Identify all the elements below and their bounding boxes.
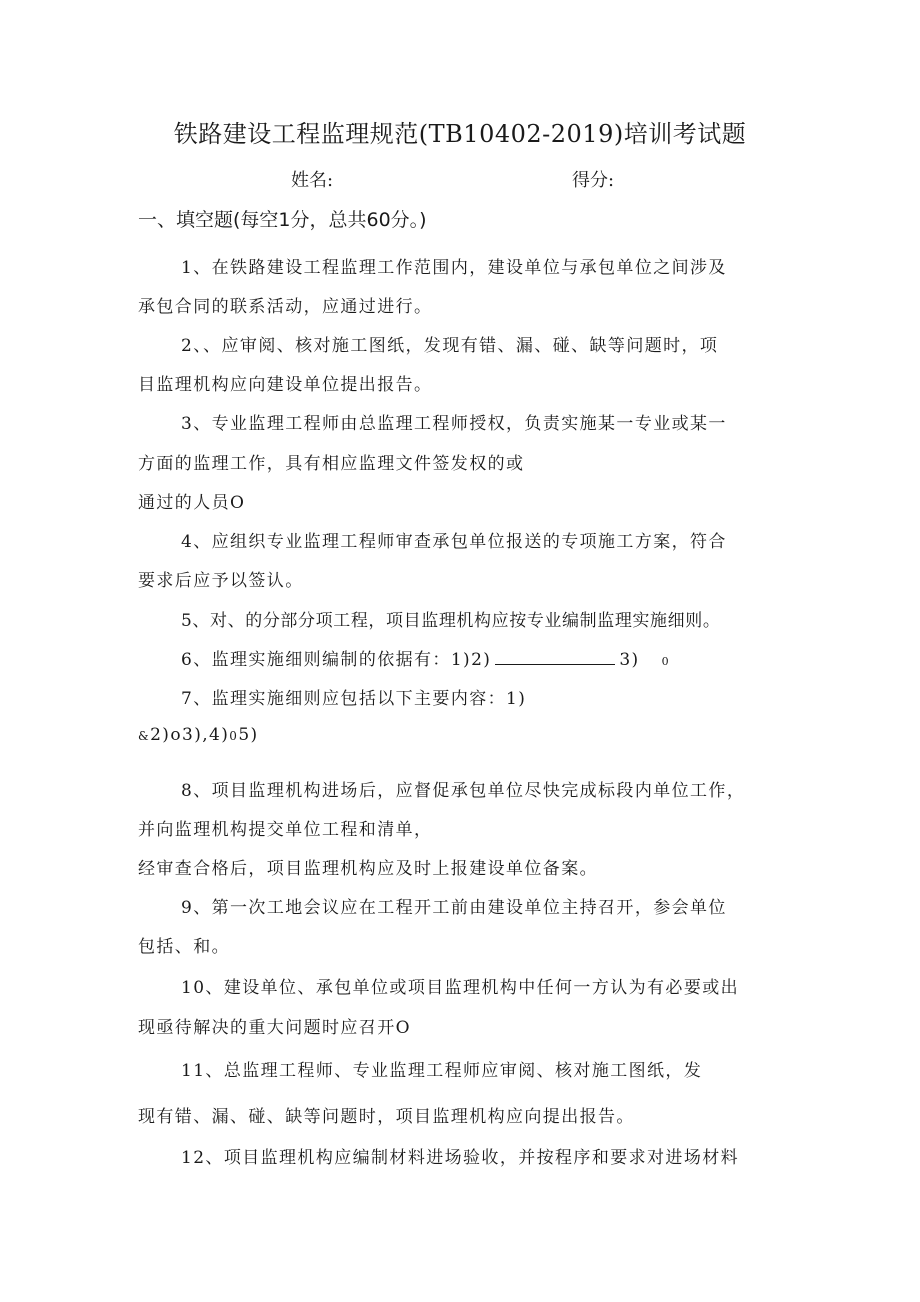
question-5: 5、对、的分部分项工程，项目监理机构应按专业编制监理实施细则。 xyxy=(181,611,721,631)
question-10-line-1: 10、建设单位、承包单位或项目监理机构中任何一方认为有必要或出 xyxy=(181,978,740,998)
name-label: 姓名: xyxy=(291,170,334,191)
question-6-tail: 0 xyxy=(661,655,670,668)
question-7-line-2 xyxy=(138,725,259,745)
question-6-text: 6、监理实施细则编制的依据有：1)2) xyxy=(181,650,492,670)
question-7-line-1: 7、监理实施细则应包括以下主要内容：1) xyxy=(181,689,527,709)
answer-blank xyxy=(495,650,615,665)
question-3-line-2: 方面的监理工作，具有相应监理文件签发权的或 xyxy=(138,454,525,474)
question-2-line-1: 2、、应审阅、核对施工图纸，发现有错、漏、碰、缺等问题时，项 xyxy=(181,336,719,356)
question-7-items: 2)o3),4) xyxy=(150,725,230,745)
question-4-line-1: 4、应组织专业监理工程师审查承包单位报送的专项施工方案，符合 xyxy=(181,532,727,552)
exam-title: 铁路建设工程监理规范(TB10402-2019)培训考试题 xyxy=(173,120,747,148)
question-6-text-end: 3) xyxy=(619,650,640,670)
question-7-sub: 0 xyxy=(229,729,239,743)
question-4-line-2: 要求后应予以签认。 xyxy=(138,571,304,591)
section-heading: 一、填空题(每空1分，总共60分。) xyxy=(138,209,427,231)
score-label: 得分: xyxy=(572,170,615,191)
question-11-line-2: 现有错、漏、碰、缺等问题时，项目监理机构应向提出报告。 xyxy=(138,1107,635,1127)
question-8-line-1: 8、项目监理机构进场后，应督促承包单位尽快完成标段内单位工作， xyxy=(181,781,746,801)
question-7-end: 5) xyxy=(238,725,259,745)
question-1-line-2: 承包合同的联系活动，应通过进行。 xyxy=(138,297,433,317)
question-8-line-2: 并向监理机构提交单位工程和清单， xyxy=(138,820,433,840)
question-9-line-1: 9、第一次工地会议应在工程开工前由建设单位主持召开，参会单位 xyxy=(181,898,727,918)
question-3-line-3: 通过的人员O xyxy=(138,493,246,513)
question-12-line-1: 12、项目监理机构应编制材料进场验收，并按程序和要求对进场材料 xyxy=(181,1148,740,1168)
question-7-amp: & xyxy=(138,729,151,743)
question-9-line-2: 包括、和。 xyxy=(138,937,230,957)
question-6 xyxy=(181,645,670,670)
question-1-line-1: 1、在铁路建设工程监理工作范围内，建设单位与承包单位之间涉及 xyxy=(181,258,727,278)
question-10-line-2: 现亟待解决的重大问题时应召开O xyxy=(138,1018,411,1038)
question-3-line-1: 3、专业监理工程师由总监理工程师授权，负责实施某一专业或某一 xyxy=(181,414,727,434)
question-8-line-3: 经审查合格后，项目监理机构应及时上报建设单位备案。 xyxy=(138,859,598,879)
question-11-line-1: 11、总监理工程师、专业监理工程师应审阅、核对施工图纸，发 xyxy=(181,1061,703,1081)
question-2-line-2: 目监理机构应向建设单位提出报告。 xyxy=(138,375,433,395)
